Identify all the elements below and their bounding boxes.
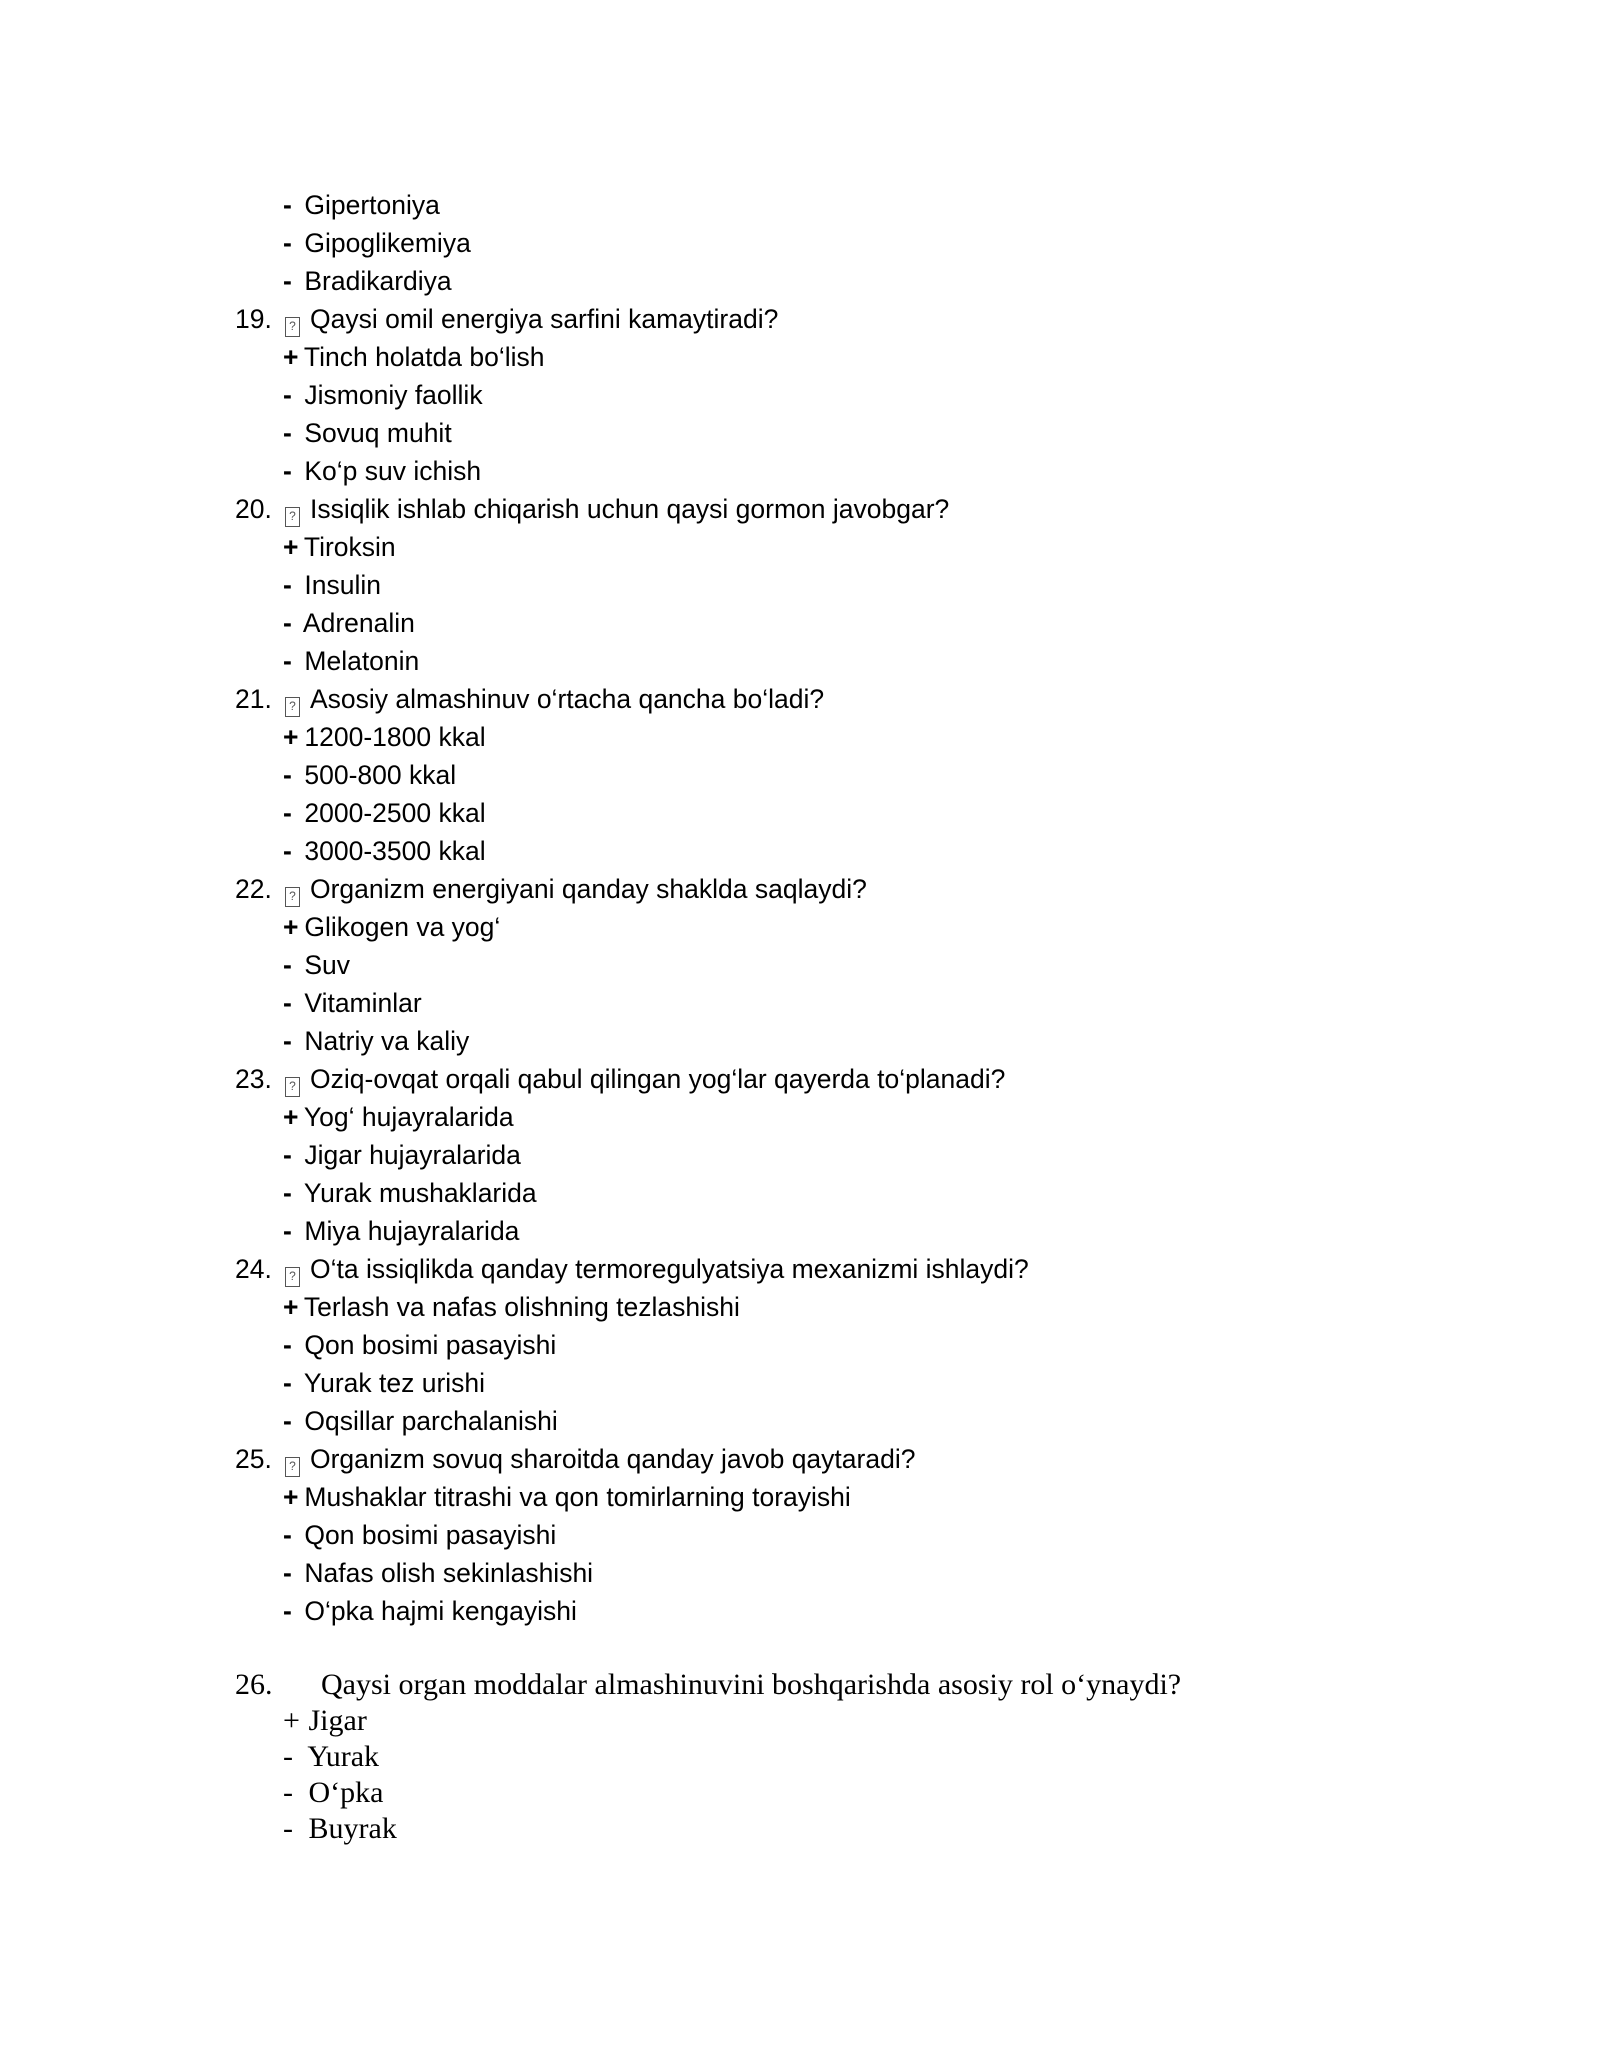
answer-option [283,224,471,262]
option-mark: - [283,1520,292,1550]
answer-option [283,338,545,376]
option-mark: + [283,1704,300,1737]
question-number: 19. [235,304,272,334]
question-line [235,1440,915,1478]
option-mark: - [283,228,292,258]
option-text: Jigar hujayralarida [304,1140,521,1170]
option-mark: + [283,532,299,562]
option-mark: - [283,570,292,600]
option-text: Yog‘ hujayralarida [303,1102,514,1132]
option-mark: + [283,722,299,752]
option-text: Bradikardiya [304,266,452,296]
option-mark: - [283,646,292,676]
option-text: Jismoniy faollik [304,380,483,410]
option-text: Miya hujayralarida [304,1216,520,1246]
option-mark: - [283,190,292,220]
question-text: Asosiy almashinuv o‘rtacha qancha bo‘ladi? [310,684,825,714]
option-mark: + [283,342,299,372]
question-number: 22. [235,874,272,904]
option-mark: + [283,1292,299,1322]
option-mark: + [283,912,299,942]
missing-glyph-icon: ? [285,697,300,717]
option-text: O‘pka hajmi kengayishi [304,1596,577,1626]
answer-option [283,794,486,832]
option-text: Vitaminlar [304,988,422,1018]
option-mark: - [283,1330,292,1360]
missing-glyph-icon: ? [285,507,300,527]
answer-option [283,1098,514,1136]
answer-option [283,186,440,224]
question-number: 20. [235,494,272,524]
answer-option [283,1136,521,1174]
option-text: Yurak [307,1740,380,1773]
option-mark: - [283,950,292,980]
missing-glyph-icon: ? [285,1457,300,1477]
option-mark: - [283,760,292,790]
question-line [235,680,824,718]
option-mark: - [283,1140,292,1170]
question-text: Organizm sovuq sharoitda qanday javob qaytaradi? [310,1444,916,1474]
question-text: O‘ta issiqlikda qanday termoregulyatsiya mexanizmi ishlaydi? [310,1254,1029,1284]
option-mark: - [283,1596,292,1626]
option-mark: - [283,1026,292,1056]
option-mark: + [283,1102,299,1132]
question-number: 23. [235,1064,272,1094]
option-mark: - [283,1776,293,1809]
option-text: Nafas olish sekinlashishi [304,1558,594,1588]
option-text: 500-800 kkal [304,760,457,790]
option-mark: - [283,1558,292,1588]
option-text: Mushaklar titrashi va qon tomirlarning torayishi [304,1482,851,1512]
question-text: Qaysi organ moddalar almashinuvini boshqarishda asosiy rol o‘ynaydi? [321,1668,1182,1701]
answer-option [283,414,452,452]
answer-option [283,1775,383,1811]
option-text: Qon bosimi pasayishi [304,1520,557,1550]
answer-option [283,1174,537,1212]
option-text: 2000-2500 kkal [304,798,486,828]
option-text: Terlash va nafas olishning tezlashishi [303,1292,740,1322]
option-text: Insulin [304,570,381,600]
option-mark: - [283,456,292,486]
answer-option [283,756,456,794]
question-text: Qaysi omil energiya sarfini kamaytiradi? [310,304,779,334]
answer-option [283,1022,469,1060]
answer-option [283,1554,593,1592]
question-text: Oziq-ovqat orqali qabul qilingan yog‘lar qayerda to‘planadi? [310,1064,1006,1094]
answer-option [283,1592,577,1630]
answer-option [283,1402,558,1440]
answer-option [283,376,483,414]
answer-option [283,718,486,756]
option-mark: - [283,1178,292,1208]
answer-option [283,908,500,946]
option-mark: - [283,1406,292,1436]
answer-option [283,566,381,604]
answer-option [283,1516,556,1554]
option-mark: - [283,1812,293,1845]
option-mark: - [283,418,292,448]
question-line [235,300,778,338]
option-text: Ko‘p suv ichish [304,456,482,486]
option-mark: + [283,1482,299,1512]
answer-option [283,528,396,566]
option-text: 3000-3500 kkal [304,836,486,866]
missing-glyph-icon: ? [285,317,300,337]
answer-option [283,1212,519,1250]
question-number: 25. [235,1444,272,1474]
answer-option [283,452,481,490]
question-line [235,870,867,908]
answer-option [283,946,350,984]
question-line [235,1250,1029,1288]
answer-option [283,1739,379,1775]
option-mark: - [283,798,292,828]
option-mark: - [283,1368,292,1398]
answer-option [283,1326,556,1364]
option-text: Natriy va kaliy [304,1026,470,1056]
option-mark: - [283,1740,293,1773]
question-line [235,1060,1005,1098]
option-text: Tiroksin [303,532,396,562]
answer-option [283,984,422,1022]
option-text: Qon bosimi pasayishi [304,1330,557,1360]
answer-option [283,262,452,300]
option-text: O‘pka [308,1776,384,1809]
question-number: 21. [235,684,272,714]
answer-option [283,642,419,680]
answer-option [283,832,486,870]
option-text: Gipoglikemiya [304,228,471,258]
answer-option [283,1364,485,1402]
option-mark: - [283,266,292,296]
option-text: Sovuq muhit [304,418,452,448]
question-text: Organizm energiyani qanday shaklda saqlaydi? [310,874,867,904]
option-mark: - [283,380,292,410]
option-text: Gipertoniya [304,190,440,220]
question-line [235,1667,1181,1703]
question-line [235,490,949,528]
answer-option [283,1478,851,1516]
answer-option [283,1703,367,1739]
missing-glyph-icon: ? [285,1077,300,1097]
question-number: 24. [235,1254,272,1284]
option-mark: - [283,836,292,866]
option-text: Buyrak [308,1812,397,1845]
option-text: Melatonin [304,646,420,676]
option-text: Yurak mushaklarida [303,1178,537,1208]
answer-option [283,604,415,642]
option-text: Glikogen va yog‘ [304,912,501,942]
missing-glyph-icon: ? [285,887,300,907]
missing-glyph-icon: ? [285,1267,300,1287]
answer-option [283,1811,397,1847]
option-text: Suv [304,950,351,980]
option-text: Tinch holatda bo‘lish [303,342,545,372]
option-text: 1200-1800 kkal [304,722,486,752]
option-text: Oqsillar parchalanishi [304,1406,558,1436]
option-text: Adrenalin [302,608,415,638]
option-text: Jigar [308,1704,367,1737]
option-mark: - [283,1216,292,1246]
question-number: 26. [235,1668,273,1701]
option-mark: - [283,608,292,638]
option-text: Yurak tez urishi [303,1368,486,1398]
question-text: Issiqlik ishlab chiqarish uchun qaysi gormon javobgar? [310,494,950,524]
option-mark: - [283,988,292,1018]
answer-option [283,1288,740,1326]
